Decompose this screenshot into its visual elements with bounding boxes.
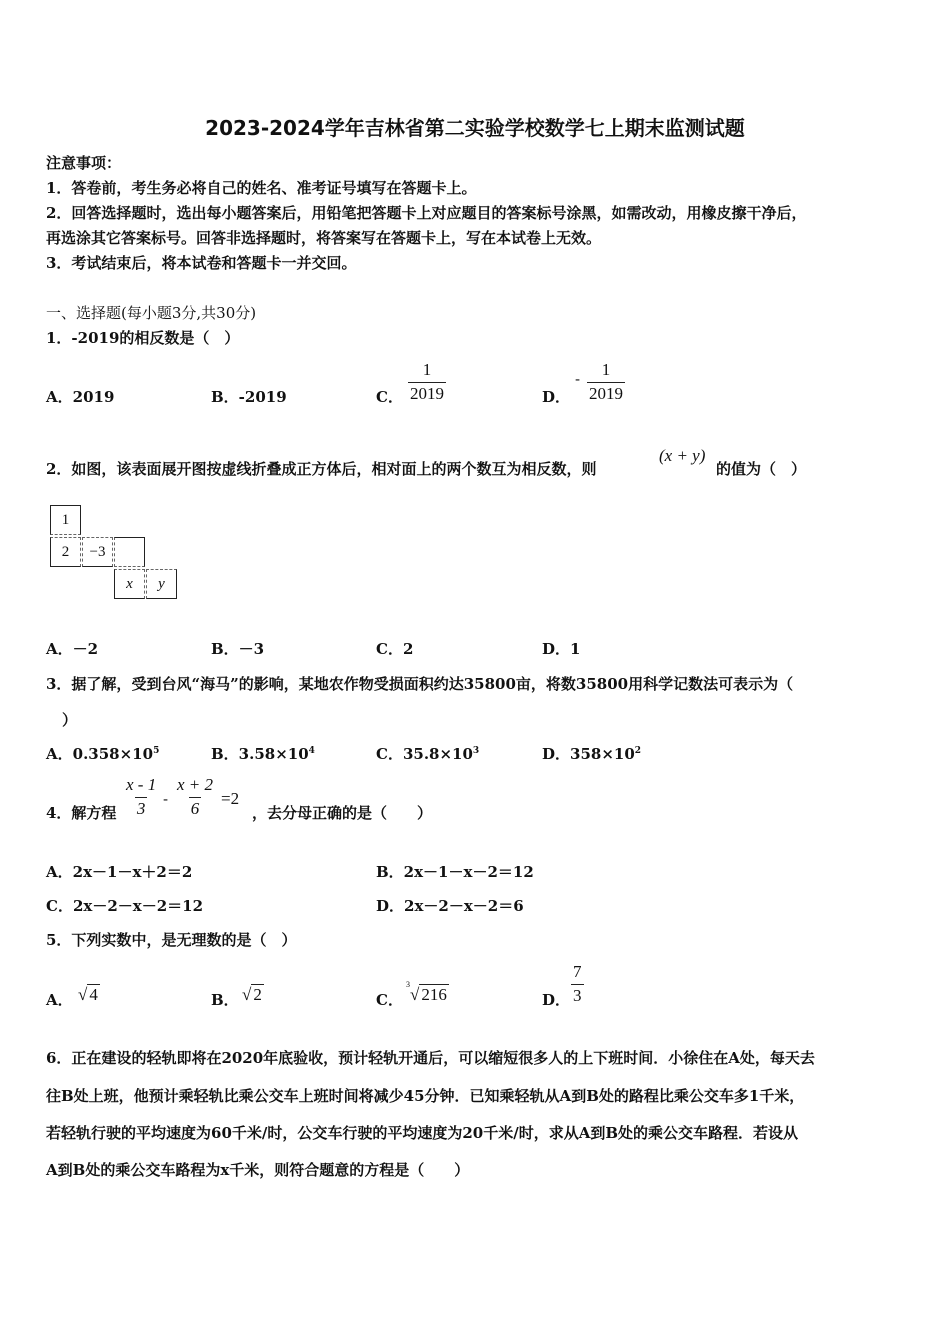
option-text: C．35.8×10 <box>376 745 473 763</box>
numerator: 1 <box>422 360 432 379</box>
question-4-stem: 4．解方程 <box>46 804 117 822</box>
q4-fraction-2 <box>175 776 215 818</box>
exponent: 2 <box>634 746 642 756</box>
denominator: 2019 <box>589 383 623 403</box>
q3-option-c <box>376 743 479 764</box>
denominator: 2019 <box>410 383 444 403</box>
denominator: 3 <box>573 985 582 1005</box>
question-2-stem-end: 的值为（ ） <box>716 460 807 478</box>
question-3-stem-end: ） <box>62 711 78 729</box>
q1-option-a: A．2019 <box>46 388 115 406</box>
question-6-line: 若轻轨行驶的平均速度为60千米/时，公交车行驶的平均速度为20千米/时，求从A到B处的乘公交车路程．若设从 <box>46 1124 799 1142</box>
question-4-stem-end: ，去分母正确的是（ ） <box>252 804 433 822</box>
radicand: 4 <box>89 985 98 1004</box>
q1-option-b: B．-2019 <box>211 388 287 406</box>
q2-option-c: C．2 <box>376 640 414 658</box>
q4-minus: - <box>163 790 169 808</box>
q2-option-a: A．－2 <box>46 640 99 658</box>
q2-option-d: D．1 <box>542 640 581 658</box>
numerator: x + 2 <box>177 775 214 794</box>
q1-option-c-fraction <box>408 361 446 403</box>
notice-item: 2．回答选择题时，选出每小题答案后，用铅笔把答题卡上对应题目的答案标号涂黑，如需改动，用橡皮擦干净后， <box>46 204 807 222</box>
q3-option-d <box>542 743 641 764</box>
numerator: 7 <box>573 962 582 981</box>
net-face: −3 <box>82 537 113 567</box>
radicand: 216 <box>421 985 447 1004</box>
net-face: 2 <box>50 537 81 567</box>
question-6-line: 6．正在建设的轻轨即将在2020年底验收，预计轻轨开通后，可以缩短很多人的上下班时间．小徐住在A处，每天去 <box>46 1049 815 1067</box>
q5-option-c-label: C． <box>376 991 403 1009</box>
radicand: 2 <box>253 985 262 1004</box>
notice-item: 1．答卷前，考生务必将自己的姓名、准考证号填写在答题卡上。 <box>46 179 477 197</box>
q3-option-b <box>211 743 315 764</box>
page-title: 2023-2024学年吉林省第二实验学校数学七上期末监测试题 <box>205 116 745 140</box>
question-3-stem: 3．据了解，受到台风“海马”的影响，某地农作物受损面积约达35800亩，将数35800用科学记数法可表示为（ <box>46 675 794 693</box>
question-2-stem: 2．如图，该表面展开图按虚线折叠成正方体后，相对面上的两个数互为相反数，则 <box>46 460 597 478</box>
question-1-stem: 1．-2019的相反数是（ ） <box>46 329 240 347</box>
denominator: 6 <box>190 798 200 818</box>
q1-option-d-label: D． <box>542 388 571 406</box>
q2-expression: (x + y) <box>659 446 706 465</box>
q1-option-c-label: C． <box>376 388 403 406</box>
exponent: 5 <box>153 746 160 756</box>
numerator: x - 1 <box>126 775 157 794</box>
q5-option-c-radical: $^3$√ 216 <box>406 980 447 1004</box>
q5-option-b-radical: √ 2 <box>242 985 262 1004</box>
net-face: y <box>146 569 177 599</box>
q4-option-c: C．2x－2－x－2＝12 <box>46 897 204 915</box>
net-face: x <box>114 569 145 599</box>
exponent: 4 <box>308 746 315 756</box>
q5-option-d-fraction <box>571 963 584 1005</box>
question-6-line: 往B处上班，他预计乘轻轨比乘公交车上班时间将减少45分钟．已知乘轻轨从A到B处的路程比乘公交车多1千米， <box>46 1087 805 1105</box>
root-index: 3 <box>406 980 410 990</box>
section-heading: 一、选择题(每小题3分,共30分) <box>46 304 257 322</box>
q1-option-d-sign: - <box>575 370 581 388</box>
q2-option-b: B．－3 <box>211 640 265 658</box>
notice-item: 3．考试结束后，将本试卷和答题卡一并交回。 <box>46 254 357 272</box>
net-face: 1 <box>50 505 81 535</box>
question-5-stem: 5．下列实数中，是无理数的是（ ） <box>46 931 297 949</box>
q4-equals: =2 <box>221 789 240 808</box>
option-text: B．3.58×10 <box>211 745 309 763</box>
option-text: A．0.358×10 <box>46 745 154 763</box>
question-6-line: A到B处的乘公交车路程为x千米，则符合题意的方程是（ ） <box>46 1161 470 1179</box>
q5-option-b-label: B． <box>211 991 239 1009</box>
q3-option-a <box>46 743 159 764</box>
denominator: 3 <box>136 798 146 818</box>
q1-option-d-fraction <box>587 361 625 403</box>
q4-option-b: B．2x－1－x－2＝12 <box>376 863 534 881</box>
exponent: 3 <box>472 746 480 756</box>
notice-item: 再选涂其它答案标号。回答非选择题时，将答案写在答题卡上，写在本试卷上无效。 <box>46 229 602 247</box>
q4-option-d: D．2x－2－x－2＝6 <box>376 897 524 915</box>
option-text: D．358×10 <box>542 745 635 763</box>
q5-option-a-label: A． <box>46 991 73 1009</box>
q5-option-a-radical: √ 4 <box>78 985 98 1004</box>
q4-option-a: A．2x－1－x＋2＝2 <box>46 863 193 881</box>
numerator: 1 <box>601 360 611 379</box>
q5-option-d-label: D． <box>542 991 571 1009</box>
net-face <box>114 537 145 567</box>
notice-heading: 注意事项： <box>46 154 122 172</box>
q4-fraction-1 <box>124 776 158 818</box>
